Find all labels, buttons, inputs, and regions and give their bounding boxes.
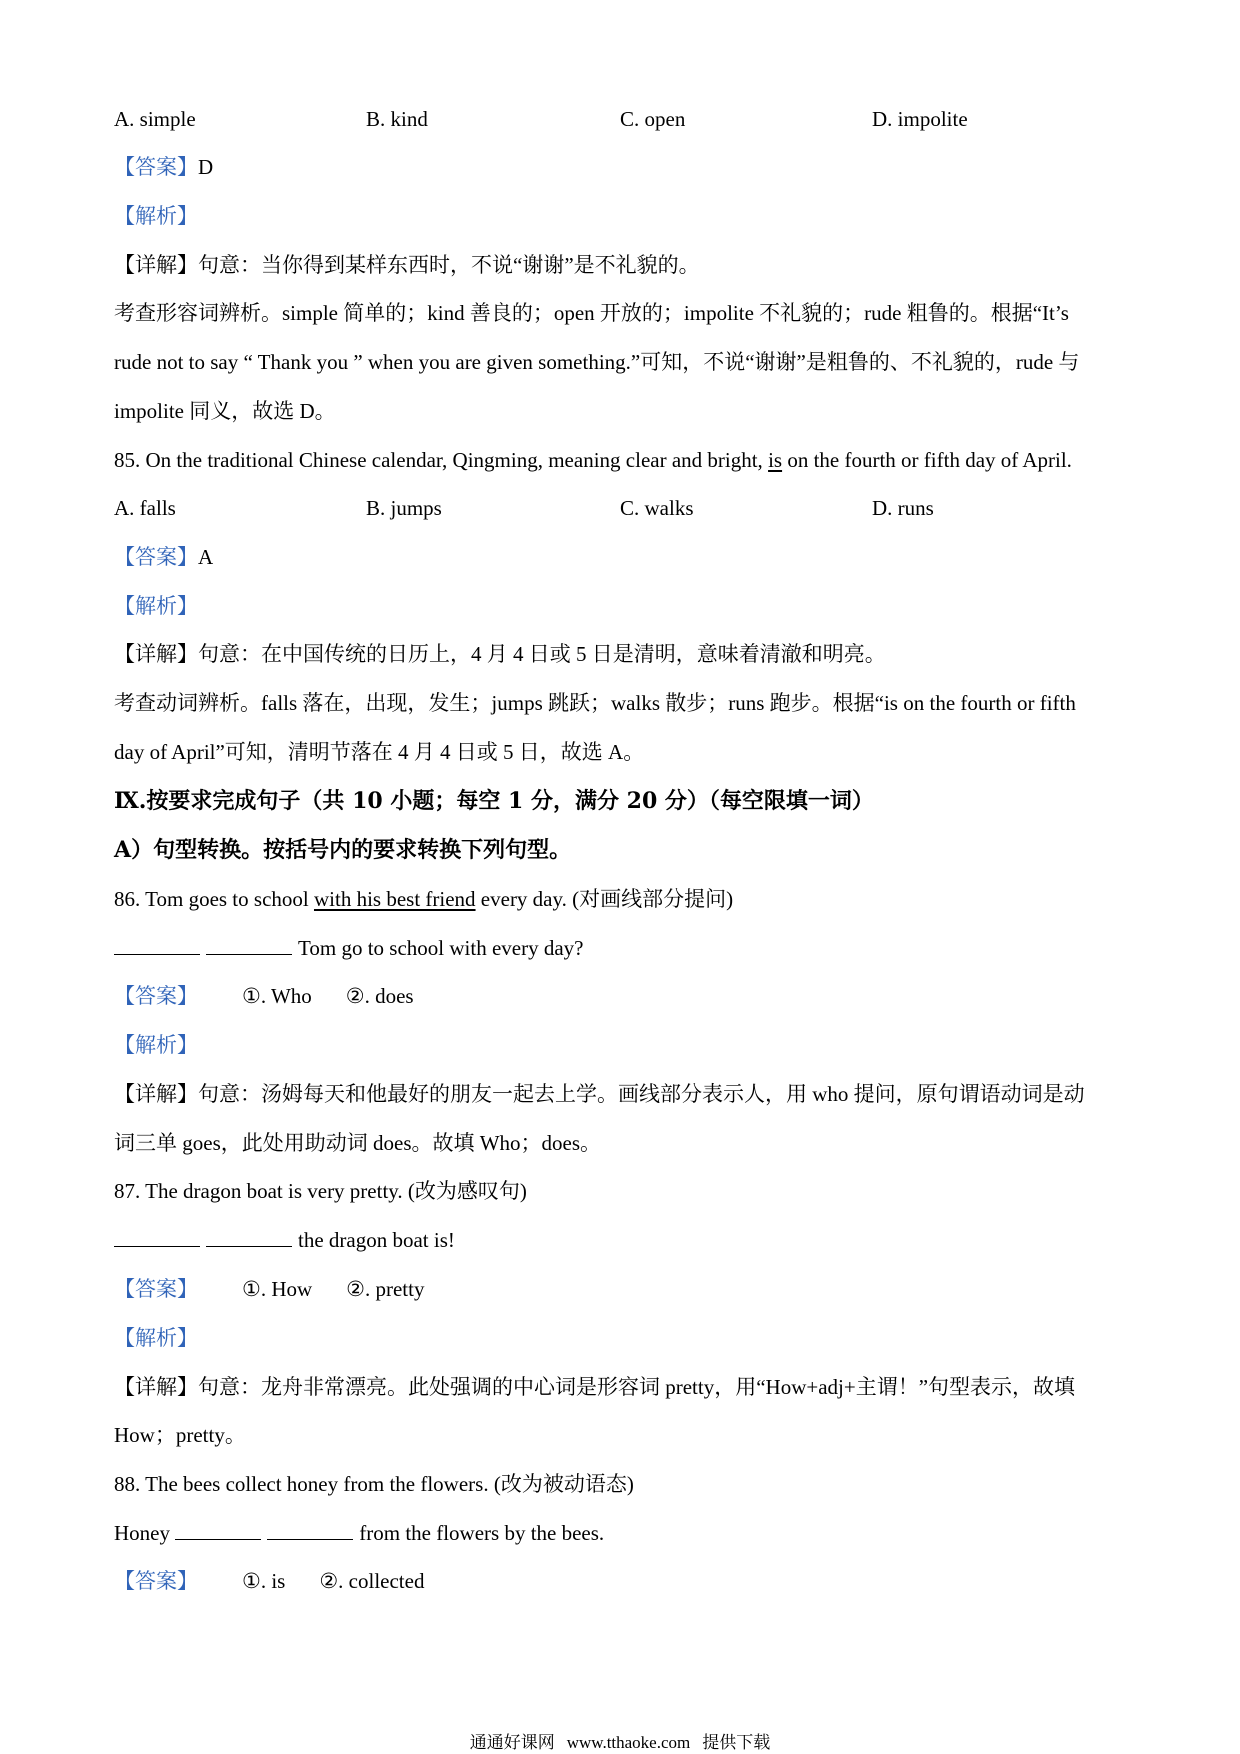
fill-text: Tom go to school with every day? — [298, 936, 584, 960]
q84-analysis-tag — [114, 201, 198, 231]
answer-tag: 【答案】 — [114, 155, 198, 179]
q86-detail-2: 词三单 goes，此处用助动词 does。故填 Who；does。 — [114, 1131, 602, 1155]
q84-detail-1 — [114, 250, 700, 280]
blank-2[interactable] — [206, 1228, 292, 1247]
answer-tag: 【答案】 — [114, 1277, 198, 1301]
footer-url[interactable]: www.tthaoke.com — [566, 1733, 691, 1752]
analysis-tag: 【解析】 — [114, 1033, 198, 1057]
q87-fill — [114, 1225, 455, 1255]
blank-1[interactable] — [175, 1521, 261, 1540]
q87-stem: 87. The dragon boat is very pretty. (改为感叹句) — [114, 1179, 527, 1203]
q85-detail-3: day of April”可知，清明节落在 4 月 4 日或 5 日，故选 A。 — [114, 740, 645, 764]
q87-detail-1 — [114, 1372, 1075, 1402]
detail-tag: 【详解】 — [114, 642, 198, 666]
answer-tag: 【答案】 — [114, 545, 198, 569]
answer-2: ②. does — [345, 984, 414, 1008]
q88-fill — [114, 1518, 604, 1548]
stem-text: every day. (对画线部分提问) — [475, 887, 734, 911]
q87-detail-2: How；pretty。 — [114, 1423, 246, 1447]
detail-tag: 【详解】 — [114, 253, 198, 277]
q85-detail-1 — [114, 639, 886, 669]
q87-answer — [114, 1274, 424, 1304]
q84-detail-3: rude not to say “ Thank you ” when you are given something.”可知，不说“谢谢”是粗鲁的、不礼貌的，rude 与 — [114, 350, 1080, 374]
q84-options — [114, 104, 1134, 134]
q84-detail-4: impolite 同义，故选 D。 — [114, 399, 336, 423]
q87-analysis-tag — [114, 1323, 198, 1353]
answer-1: ①. How — [242, 1277, 313, 1301]
q84-detail-2: 考查形容词辨析。simple 简单的；kind 善良的；open 开放的；impolite 不礼貌的；rude 粗鲁的。根据“It’s — [114, 301, 1069, 325]
answer-1: ①. is — [242, 1569, 286, 1593]
option-c: C. walks — [620, 496, 694, 520]
fill-text: from the flowers by the bees. — [359, 1521, 605, 1545]
option-d: D. runs — [872, 496, 934, 520]
answer-value: A — [198, 545, 214, 569]
detail-text: 句意：汤姆每天和他最好的朋友一起去上学。画线部分表示人，用 who 提问，原句谓语动词是动 — [198, 1082, 1085, 1106]
underlined-phrase: with his best friend — [313, 887, 476, 911]
footer-site-name: 通通好课网 — [469, 1733, 555, 1752]
footer-suffix: 提供下载 — [702, 1733, 771, 1752]
answer-2: ②. collected — [319, 1569, 425, 1593]
analysis-tag: 【解析】 — [114, 594, 198, 618]
option-b: B. jumps — [366, 496, 442, 520]
q86-analysis-tag — [114, 1030, 198, 1060]
option-d: D. impolite — [872, 107, 968, 131]
stem-text: 85. On the traditional Chinese calendar, Qingming, meaning clear and bright, — [114, 448, 769, 472]
stem-text: on the fourth or fifth day of April. — [782, 448, 1072, 472]
blank-2[interactable] — [206, 936, 292, 955]
stem-text: 86. Tom goes to school — [114, 887, 314, 911]
page-footer — [0, 1728, 1240, 1753]
answer-1: ①. Who — [242, 984, 312, 1008]
q86-detail-1 — [114, 1079, 1085, 1109]
detail-text: 句意：在中国传统的日历上，4 月 4 日或 5 日是清明，意味着清澈和明亮。 — [198, 642, 886, 666]
detail-tag: 【详解】 — [114, 1375, 198, 1399]
q88-stem: 88. The bees collect honey from the flowers. (改为被动语态) — [114, 1472, 634, 1496]
option-a: A. simple — [114, 107, 196, 131]
q85-detail-2: 考查动词辨析。falls 落在，出现，发生；jumps 跳跃；walks 散步；runs 跑步。根据“is on the fourth or fifth — [114, 691, 1076, 715]
section-title: Ⅸ.按要求完成句子（共 10 小题；每空 1 分，满分 20 分）（每空限填一词） — [114, 788, 874, 814]
answer-tag: 【答案】 — [114, 1569, 198, 1593]
q86-stem — [114, 884, 733, 914]
fill-text: the dragon boat is! — [298, 1228, 455, 1252]
answer-value: D — [198, 155, 214, 179]
detail-text: 句意：龙舟非常漂亮。此处强调的中心词是形容词 pretty，用“How+adj+主谓！”句型表示，故填 — [198, 1375, 1076, 1399]
fill-text: Honey — [114, 1521, 170, 1545]
q85-answer — [114, 542, 213, 572]
option-c: C. open — [620, 107, 686, 131]
blank-2[interactable] — [267, 1521, 353, 1540]
answer-tag: 【答案】 — [114, 984, 198, 1008]
q84-answer — [114, 152, 213, 182]
q85-analysis-tag — [114, 591, 198, 621]
q85-stem — [114, 445, 1072, 475]
q88-answer — [114, 1566, 424, 1596]
q86-answer — [114, 981, 414, 1011]
option-a: A. falls — [114, 496, 176, 520]
underlined-word: is — [768, 448, 783, 472]
blank-1[interactable] — [114, 936, 200, 955]
blank-1[interactable] — [114, 1228, 200, 1247]
analysis-tag: 【解析】 — [114, 1326, 198, 1350]
analysis-tag: 【解析】 — [114, 204, 198, 228]
detail-tag: 【详解】 — [114, 1082, 198, 1106]
option-b: B. kind — [366, 107, 428, 131]
q86-fill — [114, 933, 583, 963]
detail-text: 句意：当你得到某样东西时，不说“谢谢”是不礼貌的。 — [198, 253, 700, 277]
section-subtitle: A）句型转换。按括号内的要求转换下列句型。 — [114, 837, 572, 863]
q85-options — [114, 493, 1134, 523]
answer-2: ②. pretty — [346, 1277, 425, 1301]
